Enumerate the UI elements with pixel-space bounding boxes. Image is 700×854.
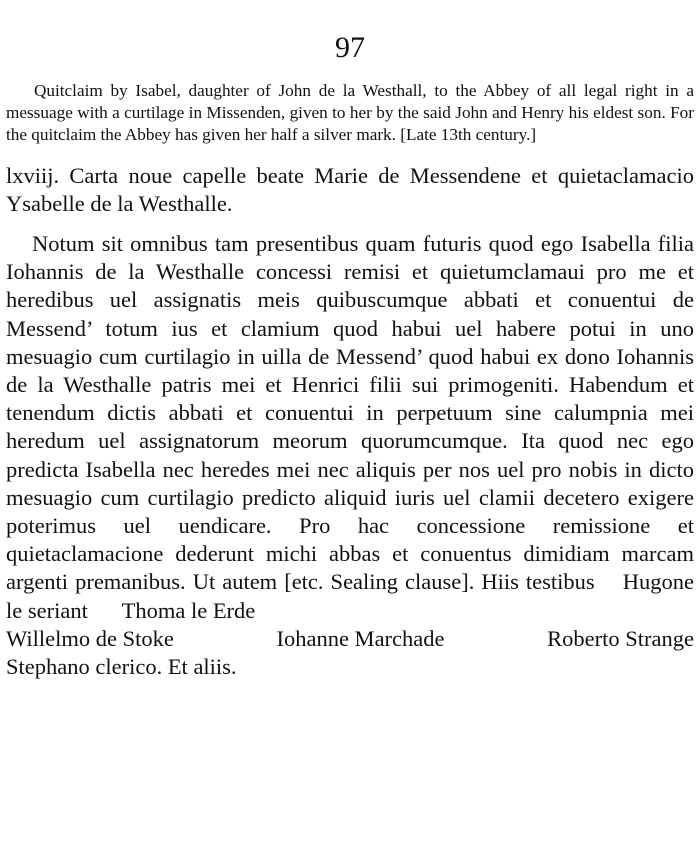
witness-name: Thoma le Erde <box>121 597 256 623</box>
witness-name: Roberto Strange <box>547 625 694 651</box>
document-page <box>6 30 694 681</box>
witness-name: Hugone le seriant <box>6 569 694 623</box>
charter-summary: Quitclaim by Isabel, daughter of John de la Westhall, to the Abbey of all legal right in a messuage with a curtilage in Missenden, given to her by the said John and Henry his eldest son. For the quitclaim the Abbey has given her half a silver mark. [Late 13th century.] <box>6 81 694 144</box>
witness-list <box>6 625 694 653</box>
witness-name: Willelmo de Stoke <box>6 625 174 651</box>
charter-body: Notum sit omnibus tam presentibus quam futuris quod ego Isabella filia Iohannis de la Westhalle concessi remisi et quietumclamaui pro me et heredibus uel assignatis meis quibuscumque abbati et conuentui de Messend’ totum ius et clamium quod habui uel habere potui in uno mesuagio cum curtilagio in uilla de Messend’ quod habui ex dono Iohannis de la Westhalle patris mei et Henrici filii sui primogeniti. Habendum et tenendum dictis abbati et conuentui in perpetuum sine calumpnia mei heredum uel assignatorum meorum quorumcumque. Ita quod nec ego predicta Isabella nec heredes mei nec aliquis per nos uel pro nobis in dicto mesuagio cum curtilagio predicto aliquid iuris uel clamii decetero exigere poterimus uel uendicare. Pro hac concessione remissione et quietaclamacione dederunt michi abbas et conuentus dimidiam marcam argenti premanibus. Ut autem [etc. Sealing clause]. Hiis testibus <box>6 231 694 595</box>
witness-gap <box>595 569 623 594</box>
charter-closing: Stephano clerico. Et aliis. <box>6 654 237 680</box>
witness-gap <box>88 598 122 623</box>
page-number: 97 <box>335 31 365 64</box>
charter-heading: lxviij. Carta noue capelle beate Marie de Messendene et quietaclamacio Ysabelle de la Westhalle. <box>6 163 694 216</box>
witness-name: Iohanne Marchade <box>276 625 445 651</box>
charter-text <box>6 230 694 625</box>
